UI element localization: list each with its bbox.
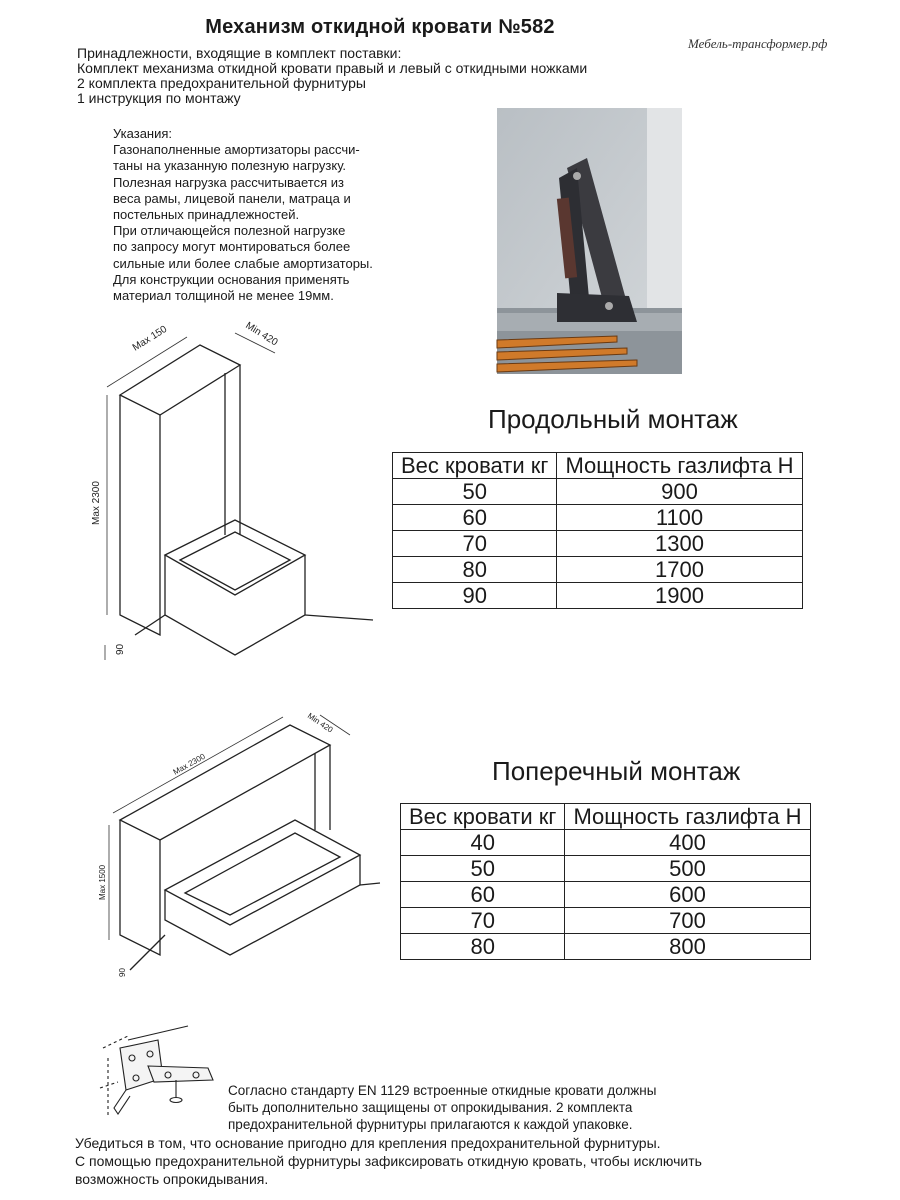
force-cell: 500	[565, 856, 810, 882]
mechanism-photo	[497, 108, 682, 374]
weight-cell: 40	[401, 830, 565, 856]
force-cell: 400	[565, 830, 810, 856]
kit-item: Комплект механизма откидной кровати правый и левый с откидными ножками	[77, 60, 588, 76]
longitudinal-title: Продольный монтаж	[488, 404, 738, 434]
instructions-notes	[113, 126, 373, 304]
force-cell: 600	[565, 882, 810, 908]
header-cell: Вес кровати кг	[401, 804, 565, 830]
notes-heading: Указания:	[113, 126, 173, 141]
force-cell: 1700	[557, 557, 802, 583]
weight-cell: 60	[393, 505, 557, 531]
header-cell: Мощность газлифта Н	[565, 804, 810, 830]
weight-cell: 90	[393, 583, 557, 609]
notes-line: При отличающейся полезной нагрузке	[113, 223, 346, 239]
table-row	[393, 479, 803, 505]
header-cell: Вес кровати кг	[393, 453, 557, 479]
bottom-line: С помощью предохранительной фурнитуры зафиксировать откидную кровать, чтобы исключить	[75, 1153, 702, 1169]
kit-contents	[77, 46, 587, 106]
weight-cell: 80	[401, 934, 565, 960]
force-cell: 1100	[557, 505, 802, 531]
weight-cell: 80	[393, 557, 557, 583]
table-row	[401, 856, 811, 882]
force-cell: 1900	[557, 583, 802, 609]
table-header-row	[393, 453, 803, 479]
weight-cell: 60	[401, 882, 565, 908]
force-cell: 800	[565, 934, 810, 960]
force-cell: 1300	[557, 531, 802, 557]
table-row	[401, 908, 811, 934]
transverse-title: Поперечный монтаж	[492, 756, 741, 786]
weight-cell: 70	[401, 908, 565, 934]
brand-logo-text: Мебель-трансформер.рф	[688, 36, 828, 51]
weight-cell: 50	[393, 479, 557, 505]
notes-line: сильные или более слабые амортизаторы.	[113, 255, 373, 271]
table-row	[393, 583, 803, 609]
force-cell: 900	[557, 479, 802, 505]
dim-width: Min 420	[305, 711, 335, 735]
table-row	[401, 830, 811, 856]
longitudinal-mount-drawing	[91, 315, 395, 690]
bottom-line: возможность опрокидывания.	[75, 1171, 269, 1187]
notes-line: по запросу могут монтироваться более	[113, 239, 351, 255]
dim-leg: 90	[115, 643, 126, 655]
transverse-table	[400, 803, 811, 960]
table-row	[393, 557, 803, 583]
footnote-line: быть дополнительно защищены от опрокидывания. 2 комплекта	[228, 1100, 633, 1115]
dim-width: Min 420	[243, 320, 280, 349]
header-cell: Мощность газлифта Н	[557, 453, 802, 479]
notes-line: веса рамы, лицевой панели, матраца и	[113, 190, 351, 206]
page-title: Механизм откидной кровати №582	[205, 16, 555, 38]
kit-heading: Принадлежности, входящие в комплект поставки:	[77, 45, 402, 61]
kit-item: 2 комплекта предохранительной фурнитуры	[77, 75, 366, 91]
footnote-line: Согласно стандарту EN 1129 встроенные откидные кровати должны	[228, 1083, 657, 1098]
notes-line: Для конструкции основания применять	[113, 271, 350, 287]
dim-length: Max 2300	[171, 751, 207, 777]
weight-cell: 50	[401, 856, 565, 882]
footnote-line: предохранительной фурнитуры прилагаются к каждой упаковке.	[228, 1117, 633, 1132]
table-row	[393, 505, 803, 531]
dim-depth: Max 150	[130, 323, 170, 354]
table-header-row	[401, 804, 811, 830]
table-row	[401, 882, 811, 908]
bottom-instructions	[75, 1134, 702, 1188]
force-cell: 700	[565, 908, 810, 934]
table-row	[393, 531, 803, 557]
dim-leg: 90	[118, 968, 127, 977]
notes-line: Газонаполненные амортизаторы рассчи-	[113, 142, 360, 158]
dim-height: Max 1500	[98, 864, 107, 900]
bottom-line: Убедиться в том, что основание пригодно для крепления предохранительной фурнитуры.	[75, 1135, 661, 1151]
dim-height: Max 2300	[91, 481, 102, 525]
kit-item: 1 инструкция по монтажу	[77, 90, 241, 106]
safety-hardware-drawing	[88, 1018, 228, 1122]
table-row	[401, 934, 811, 960]
notes-line: материал толщиной не менее 19мм.	[113, 288, 334, 304]
transverse-mount-drawing	[95, 705, 395, 995]
longitudinal-table	[392, 452, 803, 609]
notes-line: Полезная нагрузка рассчитывается из	[113, 174, 344, 190]
weight-cell: 70	[393, 531, 557, 557]
notes-line: таны на указанную полезную нагрузку.	[113, 158, 347, 174]
safety-footnote	[228, 1082, 656, 1133]
notes-line: постельных принадлежностей.	[113, 207, 300, 223]
